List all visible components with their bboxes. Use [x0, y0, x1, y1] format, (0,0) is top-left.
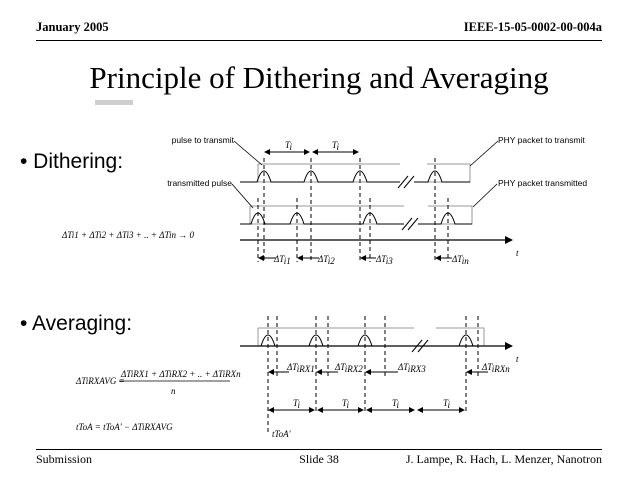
avg-period-label-3: Ti [392, 398, 400, 410]
delta-label-irx2: ΔTiRX2 [335, 362, 363, 374]
averaging-equation-denominator: n [171, 386, 176, 396]
transmitted-pulse-label: transmitted pulse [167, 178, 232, 188]
period-label-2: Ti [332, 140, 340, 152]
toa-label: tToA' [272, 429, 291, 439]
dithering-dashed-guides [258, 158, 448, 262]
dithering-equation: ΔTi1 + ΔTi2 + ΔTi3 + .. + ΔTin → 0 [62, 230, 194, 240]
transmitted-pulse-signal [240, 213, 472, 230]
dithering-callouts [232, 141, 498, 208]
phy-packet-transmitted-label: PHY packet transmitted [498, 178, 588, 188]
avg-period-label-2: Ti [342, 398, 350, 410]
bullet-dithering: • Dithering: [20, 150, 124, 173]
pulse-to-transmit-label: pulse to transmit [171, 135, 234, 145]
header-doc-id: IEEE-15-05-0002-00-004a [463, 20, 602, 34]
period-label-1: Ti [285, 140, 293, 152]
phy-packet-to-transmit-label: PHY packet to transmit [498, 135, 585, 145]
dithering-time-axis-label: t [516, 248, 519, 258]
embedded-object-remnant [95, 100, 133, 105]
footer-rule [36, 449, 602, 450]
delta-label-irxn: ΔTiRXn [482, 362, 510, 374]
averaging-equation-numerator: ΔTiRX1 + ΔTiRX2 + .. + ΔTiRXn [121, 369, 241, 379]
footer-submission: Submission [36, 452, 93, 466]
footer-authors: J. Lampe, R. Hach, L. Menzer, Nanotron [405, 452, 602, 466]
footer-slide-number: Slide 38 [299, 452, 339, 466]
delta-label-i3: ΔTi3 [376, 254, 393, 266]
delta-label-i2: ΔTi2 [318, 254, 335, 266]
delta-label-irx3: ΔTiRX3 [398, 362, 426, 374]
delta-label-in: ΔTin [452, 254, 469, 266]
avg-period-label-4: Ti [443, 398, 451, 410]
slide-title: Principle of Dithering and Averaging [89, 60, 549, 95]
averaging-equation-2: tToA = tToA' − ΔTiRXAVG [76, 422, 173, 432]
delta-label-i1: ΔTi1 [274, 254, 291, 266]
averaging-dashed-guides [268, 316, 478, 432]
delta-label-irx1: ΔTiRX1 [287, 362, 315, 374]
averaging-time-axis-label: t [516, 354, 519, 364]
bullet-averaging: • Averaging: [20, 312, 133, 335]
averaging-equation-lhs: ΔTiRXAVG = [76, 376, 125, 386]
avg-period-label-1: Ti [293, 398, 301, 410]
phy-packet-transmitted-box [250, 206, 472, 224]
header-date: January 2005 [36, 20, 109, 34]
